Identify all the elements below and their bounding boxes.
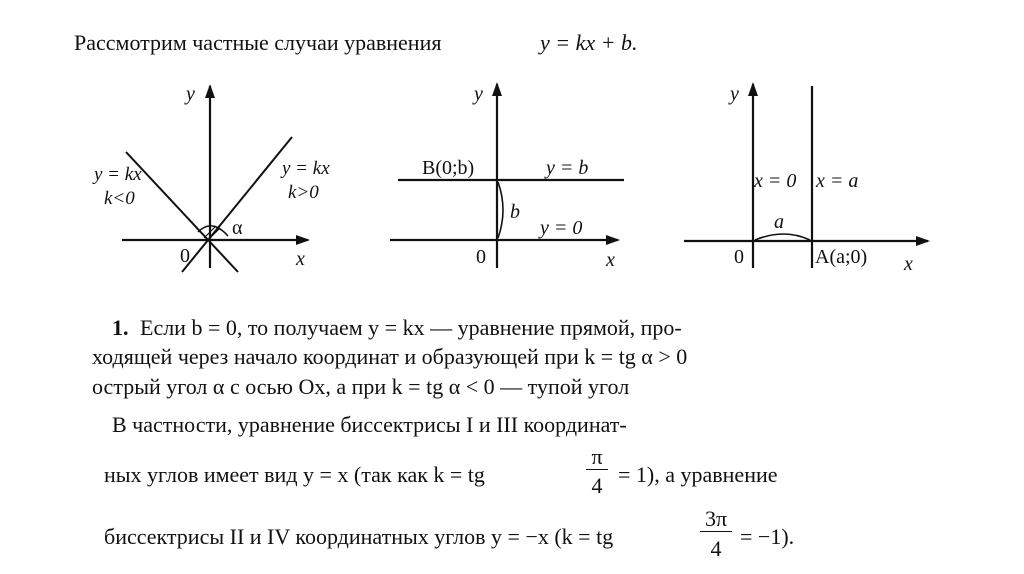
d3-seg-label: a: [774, 211, 784, 233]
d1-left-eq: y = kx: [94, 164, 142, 185]
para-number: 1.: [112, 315, 129, 340]
para-line-3: острый угол α с осью Ox, а при k = tg α < 0 — тупой угол: [92, 374, 630, 399]
d2-origin: 0: [476, 246, 486, 268]
d2-seg-label: b: [510, 201, 520, 223]
d2-y-label: y: [474, 83, 483, 105]
diagram-1: [92, 83, 330, 272]
intro-equation: y = kx + b.: [540, 30, 638, 55]
diagram-2: [390, 83, 624, 271]
frac1-denominator: 4: [591, 473, 603, 498]
para-line-1: Если b = 0, то получаем y = kx — уравнение прямой, про-: [140, 315, 682, 340]
d2-line-top: y = b: [546, 157, 589, 179]
frac2-bar: [700, 531, 732, 532]
d1-x-label: x: [296, 248, 305, 270]
para-line-5a: ных углов имеет вид y = x (так как k = tg: [104, 462, 485, 487]
d2-line-bottom: y = 0: [540, 217, 583, 239]
diagram-3: [684, 83, 928, 275]
d2-point: B(0;b): [422, 157, 475, 179]
d3-origin: 0: [734, 246, 744, 268]
d3-y-label: y: [730, 83, 739, 105]
para-line-6a: биссектрисы II и IV координатных углов y = −x (k = tg: [104, 524, 614, 549]
d3-point: A(a;0): [815, 246, 868, 268]
d3-right-label: x = a: [816, 170, 859, 192]
d1-line-kpos: [182, 137, 292, 272]
frac2-numerator: 3π: [704, 506, 728, 531]
para-line-5b: = 1), а уравнение: [618, 462, 778, 487]
d1-origin: 0: [180, 245, 190, 267]
d1-right-cond: k>0: [288, 182, 319, 203]
d3-x-label: x: [904, 253, 913, 275]
d1-left-cond: k<0: [104, 188, 135, 209]
d1-angle-label: α: [232, 217, 243, 239]
d1-right-eq: y = kx: [282, 158, 330, 179]
frac1-numerator: π: [591, 444, 603, 469]
para-line-2: ходящей через начало координат и образующей при k = tg α > 0: [92, 344, 688, 369]
para-line-6b: = −1).: [740, 524, 795, 549]
d1-y-label: y: [186, 83, 195, 105]
d3-left-label: x = 0: [754, 170, 797, 192]
d3-segment-a: [755, 234, 810, 240]
d2-x-label: x: [606, 249, 615, 271]
frac2-denominator: 4: [710, 536, 722, 561]
intro-text: Рассмотрим частные случаи уравнения: [74, 30, 442, 55]
d2-segment-b: [498, 182, 503, 238]
para-line-4: В частности, уравнение биссектрисы I и III координат-: [112, 412, 627, 437]
frac1-bar: [586, 469, 608, 470]
